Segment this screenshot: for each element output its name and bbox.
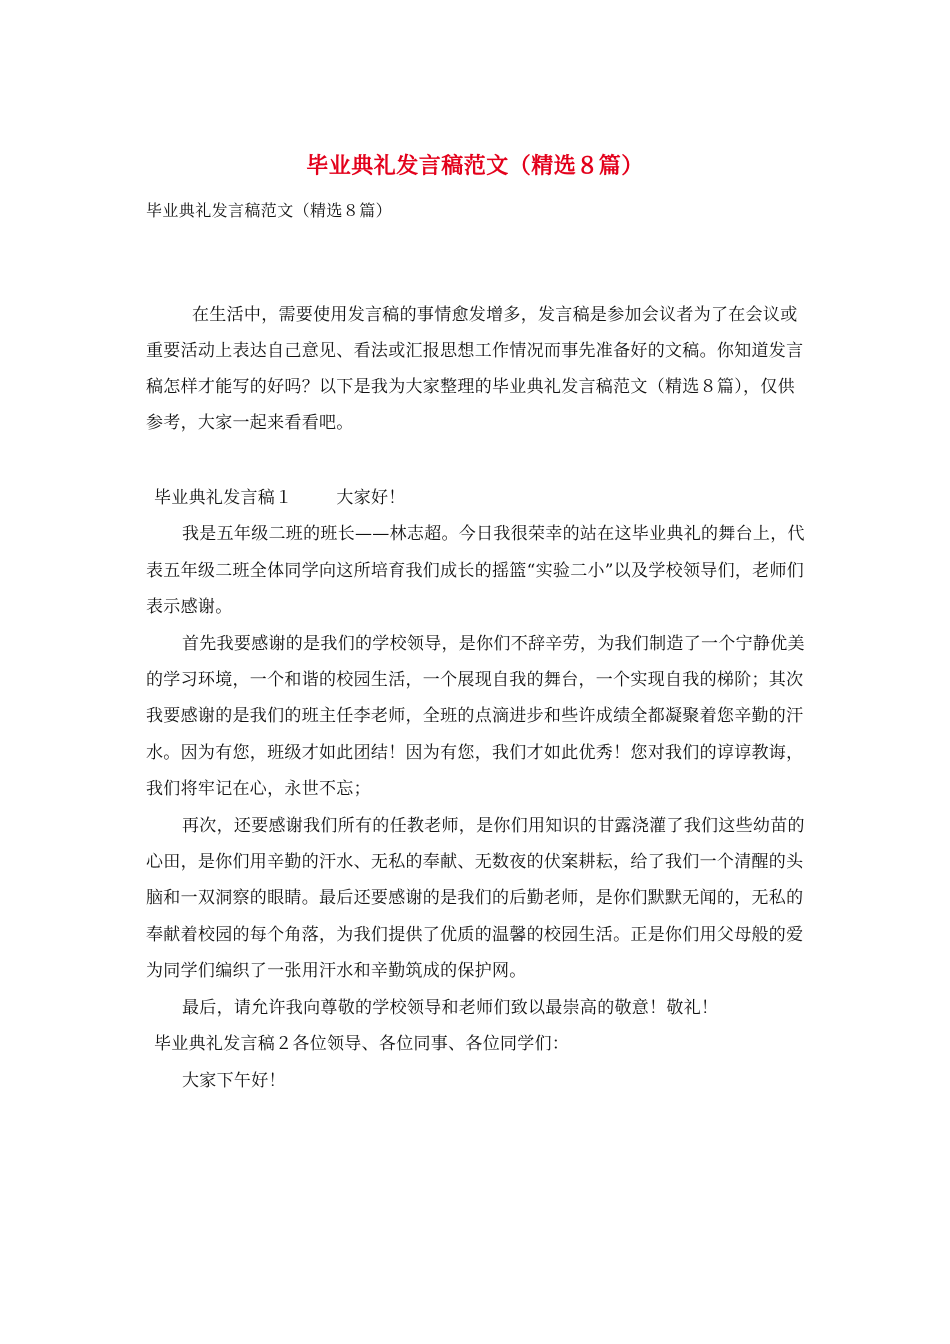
intro-paragraph: 在生活中，需要使用发言稿的事情愈发增多，发言稿是参加会议者为了在会议或重要活动上表达自己意见、看法或汇报思想工作情况而事先准备好的文稿。你知道发言稿怎样才能写的好吗？以下是我为大家整理的毕业典礼发言稿范文（精选８篇），仅供参考，大家一起来看看吧。 [146,305,804,433]
speech-2-greeting: 大家下午好！ [182,1070,286,1091]
speech-1-heading: 毕业典礼发言稿１ [154,488,293,508]
document-subtitle: 毕业典礼发言稿范文（精选８篇） [146,201,393,220]
speech-1-paragraph: 我是五年级二班的班长——林志超。今日我很荣幸的站在这毕业典礼的舞台上，代表五年级二班全体同学向这所培育我们成长的摇篮“实验二小”以及学校领导们，老师们表示感谢。 [146,524,805,618]
speech-1-paragraph: 最后，请允许我向尊敬的学校领导和老师们致以最崇高的敬意！敬礼！ [182,997,719,1018]
speech-1-paragraph: 再次，还要感谢我们所有的任教老师，是你们用知识的甘露浇灌了我们这些幼苗的心田，是你们用辛勤的汗水、无私的奉献、无数夜的伏案耕耘，给了我们一个清醒的头脑和一双洞察的眼睛。最后还要感谢的是我们的后勤老师，是你们默默无闻的，无私的奉献着校园的每个角落，为我们提供了优质的温馨的校园生活。正是你们用父母般的爱为同学们编织了一张用汗水和辛勤筑成的保护网。 [146,815,805,982]
speech-2-heading: 毕业典礼发言稿２各位领导、各位同事、各位同学们： [154,1034,570,1055]
speech-1-heading-line [146,480,811,516]
speech-section [146,480,811,1099]
speech-1-greeting: 大家好！ [336,488,406,508]
document-title: 毕业典礼发言稿范文（精选８篇） [306,153,644,179]
speech-1-paragraph: 首先我要感谢的是我们的学校领导，是你们不辞辛劳，为我们制造了一个宁静优美的学习环境，一个和谐的校园生活，一个展现自我的舞台，一个实现自我的梯阶；其次我要感谢的是我们的班主任李老师，全班的点滴进步和些许成绩全都凝聚着您辛勤的汗水。因为有您，班级才如此团结！因为有您，我们才如此优秀！您对我们的谆谆教诲，我们将牢记在心，永世不忘； [146,633,805,800]
